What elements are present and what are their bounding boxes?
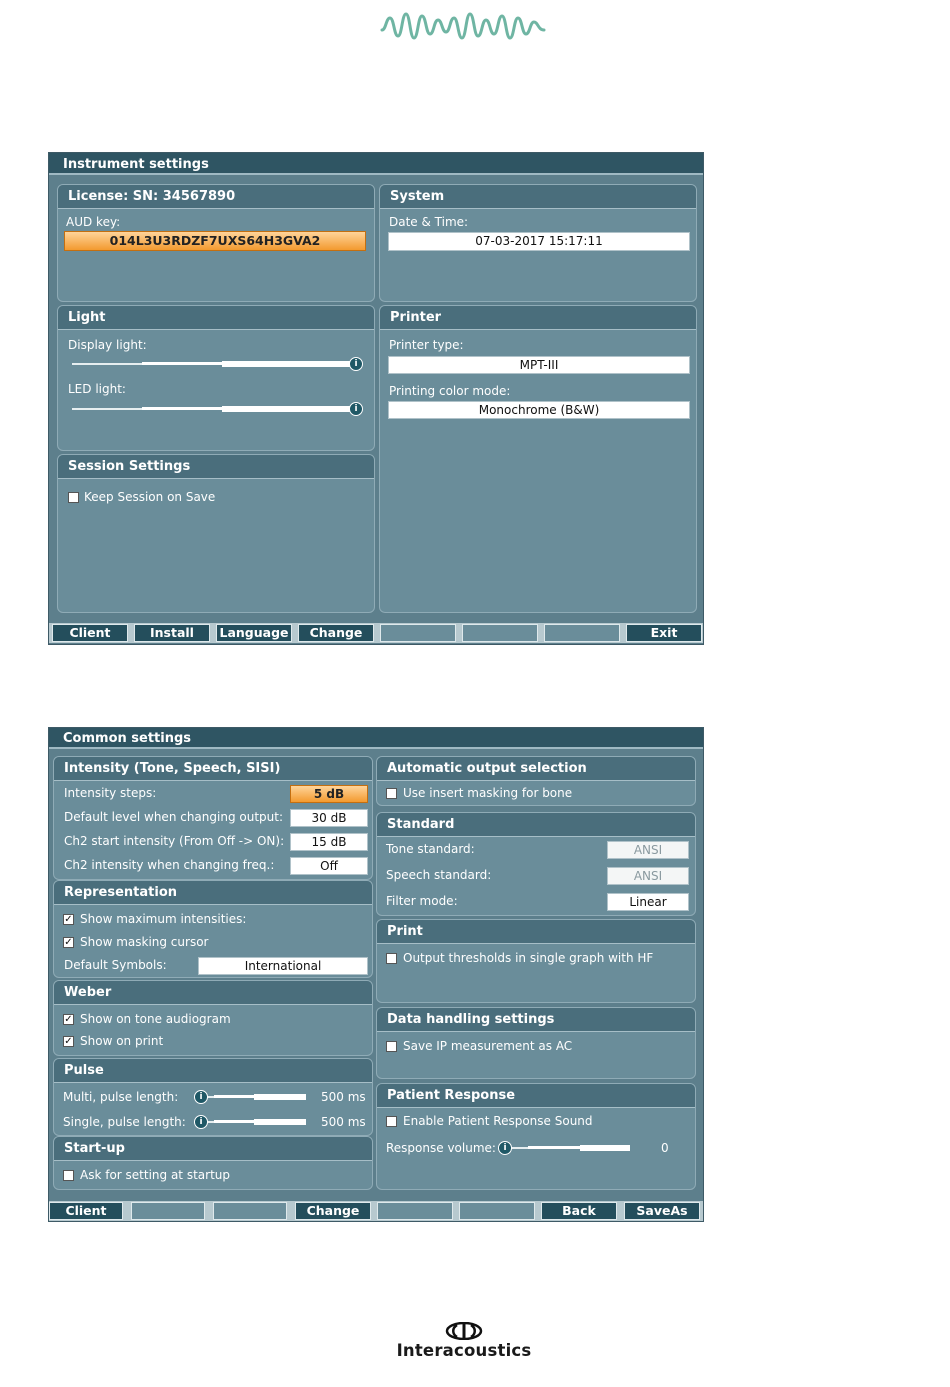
speech-standard-field[interactable]: ANSI (607, 867, 689, 885)
instrument-toolbar (49, 623, 703, 643)
client-button[interactable]: Client (49, 1202, 123, 1220)
response-volume-value: 0 (661, 1141, 669, 1155)
panel-title: Printer (380, 306, 696, 330)
ch2-start-field[interactable]: 15 dB (290, 833, 368, 851)
panel-title: Light (58, 306, 374, 330)
panel-title: Print (377, 920, 695, 944)
intensity-panel (53, 756, 373, 880)
toolbar-empty-button[interactable] (377, 1202, 453, 1220)
toolbar-empty-button[interactable] (462, 624, 538, 642)
slider-knob[interactable]: i (498, 1141, 512, 1155)
multi-pulse-value: 500 ms (321, 1090, 366, 1104)
toolbar-empty-button[interactable] (544, 624, 620, 642)
ch2-freq-label: Ch2 intensity when changing freq.: (64, 858, 275, 872)
toolbar-empty-button[interactable] (131, 1202, 205, 1220)
toolbar-empty-button[interactable] (459, 1202, 535, 1220)
interacoustics-logo (386, 1322, 542, 1362)
filter-mode-label: Filter mode: (386, 894, 458, 908)
speech-standard-label: Speech standard: (386, 868, 492, 882)
panel-title: Weber (54, 981, 372, 1005)
output-thresholds-label: Output thresholds in single graph with HF (403, 951, 654, 965)
client-button[interactable]: Client (52, 624, 128, 642)
language-button[interactable]: Language (216, 624, 292, 642)
panel-title: Patient Response (377, 1084, 695, 1108)
display-light-label: Display light: (68, 338, 147, 352)
standard-panel (376, 812, 696, 916)
slider-knob[interactable]: i (349, 357, 363, 371)
single-pulse-label: Single, pulse length: (63, 1115, 186, 1129)
tone-standard-field[interactable]: ANSI (607, 841, 689, 859)
change-button[interactable]: Change (295, 1202, 371, 1220)
response-sound-label: Enable Patient Response Sound (403, 1114, 593, 1128)
aud-key-field[interactable]: 014L3U3RDZF7UXS64H3GVA2 (64, 231, 366, 251)
representation-panel (53, 880, 373, 978)
intensity-steps-field[interactable]: 5 dB (290, 785, 368, 803)
show-max-label: Show maximum intensities: (80, 912, 247, 926)
ask-startup-label: Ask for setting at startup (80, 1168, 230, 1182)
print-panel (376, 919, 696, 1003)
date-time-label: Date & Time: (389, 215, 469, 229)
common-toolbar (49, 1201, 703, 1221)
toolbar-empty-button[interactable] (380, 624, 456, 642)
show-max-checkbox[interactable]: ✓ (64, 914, 73, 925)
back-button[interactable]: Back (541, 1202, 617, 1220)
panel-title: Pulse (54, 1059, 372, 1083)
ask-startup-checkbox[interactable] (63, 1170, 74, 1181)
panel-title: Intensity (Tone, Speech, SISI) (54, 757, 372, 781)
panel-title: Representation (54, 881, 372, 905)
printer-type-label: Printer type: (389, 338, 464, 352)
date-time-field[interactable]: 07-03-2017 15:17:11 (388, 232, 690, 251)
data-handling-panel (376, 1007, 696, 1079)
single-pulse-slider[interactable] (194, 1115, 306, 1129)
ch2-start-label: Ch2 start intensity (From Off -> ON): (64, 834, 285, 848)
pulse-panel (53, 1058, 373, 1136)
panel-title: Data handling settings (377, 1008, 695, 1032)
weber-print-label: Show on print (80, 1034, 164, 1048)
session-settings-panel (57, 454, 375, 613)
patient-response-panel (376, 1083, 696, 1190)
response-volume-label: Response volume: (386, 1141, 496, 1155)
change-button[interactable]: Change (298, 624, 374, 642)
light-panel (57, 305, 375, 451)
filter-mode-field[interactable]: Linear (607, 893, 689, 911)
printer-type-field[interactable]: MPT-III (388, 356, 690, 374)
slider-knob[interactable]: i (194, 1115, 208, 1129)
exit-button[interactable]: Exit (626, 624, 702, 642)
keep-session-label: Keep Session on Save (84, 490, 216, 504)
default-symbols-label: Default Symbols: (64, 958, 167, 972)
led-light-slider[interactable] (72, 402, 368, 416)
aud-key-label: AUD key: (66, 215, 121, 229)
instrument-settings-window (48, 152, 704, 645)
ch2-freq-field[interactable]: Off (290, 857, 368, 875)
panel-title: Session Settings (58, 455, 374, 479)
insert-masking-label: Use insert masking for bone (403, 786, 573, 800)
panel-title: Standard (377, 813, 695, 837)
led-light-label: LED light: (68, 382, 126, 396)
default-level-field[interactable]: 30 dB (290, 809, 368, 827)
saveas-button[interactable]: SaveAs (624, 1202, 700, 1220)
waveform-logo-icon (380, 8, 546, 44)
response-volume-slider[interactable] (498, 1141, 630, 1155)
panel-title: Automatic output selection (377, 757, 695, 781)
display-light-slider[interactable] (72, 357, 368, 371)
save-ip-checkbox[interactable] (386, 1041, 397, 1052)
window-title: Common settings (49, 728, 703, 749)
panel-title: License: SN: 34567890 (58, 185, 374, 209)
panel-title: System (380, 185, 696, 209)
default-level-label: Default level when changing output: (64, 810, 284, 824)
panel-title: Start-up (54, 1137, 372, 1161)
weber-tone-checkbox[interactable]: ✓ (64, 1014, 73, 1025)
multi-pulse-slider[interactable] (194, 1090, 306, 1104)
default-symbols-field[interactable]: International (198, 957, 368, 975)
weber-tone-label: Show on tone audiogram (80, 1012, 231, 1026)
show-cursor-checkbox[interactable]: ✓ (64, 937, 73, 948)
license-panel (57, 184, 375, 302)
printing-color-field[interactable]: Monochrome (B&W) (388, 401, 690, 419)
common-settings-window (48, 727, 704, 1222)
toolbar-empty-button[interactable] (213, 1202, 287, 1220)
intensity-steps-label: Intensity steps: (64, 786, 157, 800)
install-button[interactable]: Install (134, 624, 210, 642)
auto-output-panel (376, 756, 696, 806)
brand-name: Interacoustics (396, 1341, 532, 1360)
output-thresholds-checkbox[interactable] (386, 953, 397, 964)
system-panel (379, 184, 697, 302)
multi-pulse-label: Multi, pulse length: (63, 1090, 179, 1104)
single-pulse-value: 500 ms (321, 1115, 366, 1129)
slider-knob[interactable]: i (194, 1090, 208, 1104)
weber-print-checkbox[interactable]: ✓ (64, 1036, 73, 1047)
tone-standard-label: Tone standard: (386, 842, 475, 856)
startup-panel (53, 1136, 373, 1190)
printing-color-label: Printing color mode: (389, 384, 511, 398)
weber-panel (53, 980, 373, 1056)
interacoustics-logo-icon (386, 1322, 542, 1340)
slider-knob[interactable]: i (349, 402, 363, 416)
save-ip-label: Save IP measurement as AC (403, 1039, 573, 1053)
insert-masking-checkbox[interactable] (386, 788, 397, 799)
response-sound-checkbox[interactable] (386, 1116, 397, 1127)
keep-session-checkbox[interactable] (68, 492, 79, 503)
printer-panel (379, 305, 697, 613)
show-cursor-label: Show masking cursor (80, 935, 209, 949)
window-title: Instrument settings (49, 153, 703, 175)
